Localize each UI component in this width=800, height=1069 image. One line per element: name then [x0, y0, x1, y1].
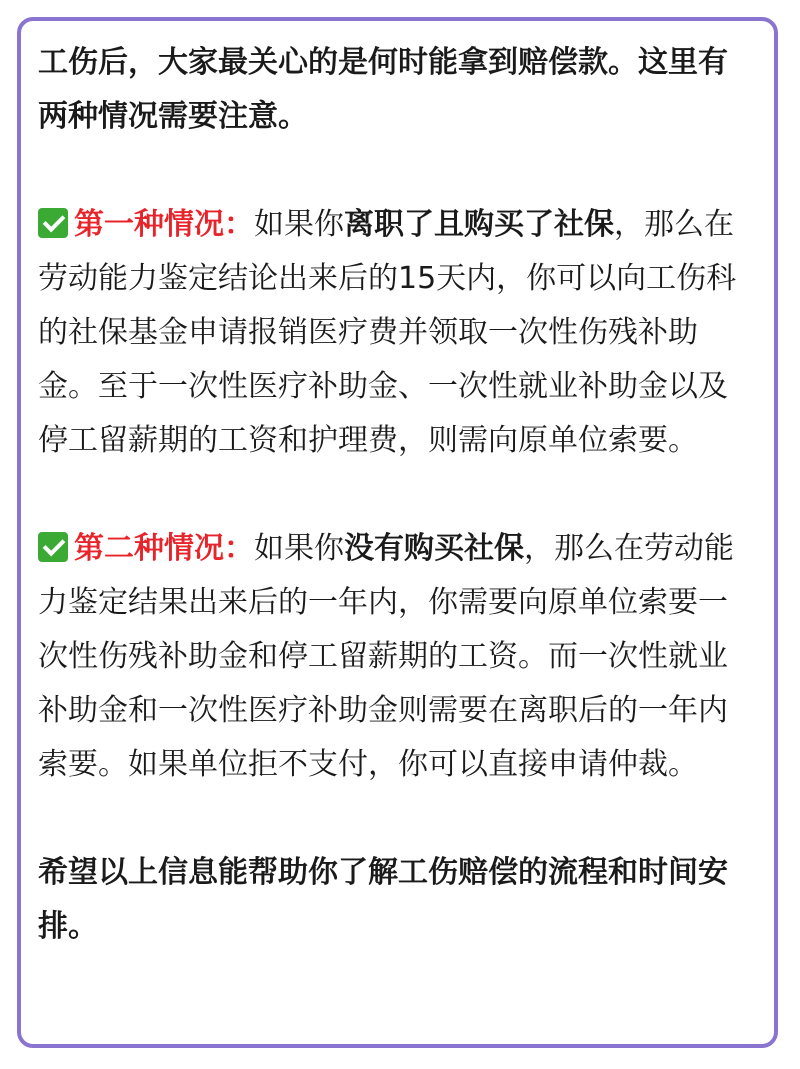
intro-paragraph: 工伤后，大家最关心的是何时能拿到赔偿款。这里有两种情况需要注意。 [38, 45, 728, 134]
check-mark-icon [38, 208, 68, 238]
case2-text-before: 如果你 [254, 531, 344, 566]
case2-text-after: ，那么在劳动能力鉴定结果出来后的一年内，你需要向原单位索要一次性伤残补助金和停工留薪期的工资。而一次性就业补助金和一次性医疗补助金则需要在离职后的一年内索要。如果单位拒不支付，你可以直接申请仲裁。 [38, 531, 734, 782]
case1-text-before: 如果你 [254, 207, 344, 242]
spacer [38, 144, 738, 198]
check-mark-icon [38, 532, 68, 562]
case1-emphasis: 离职了且购买了社保 [344, 207, 614, 242]
case1-label: 第一种情况： [74, 207, 254, 242]
closing-paragraph: 希望以上信息能帮助你了解工伤赔偿的流程和时间安排。 [38, 855, 728, 944]
spacer [38, 468, 738, 522]
case2-paragraph [38, 522, 738, 792]
article-body [38, 36, 738, 954]
case2-emphasis: 没有购买社保 [344, 531, 524, 566]
case1-paragraph [38, 198, 738, 468]
spacer [38, 792, 738, 846]
case1-text-after: ，那么在劳动能力鉴定结论出来后的15天内，你可以向工伤科的社保基金申请报销医疗费并领取一次性伤残补助金。至于一次性医疗补助金、一次性就业补助金以及停工留薪期的工资和护理费，则需向原单位索要。 [38, 207, 737, 458]
case2-label: 第二种情况： [74, 531, 254, 566]
